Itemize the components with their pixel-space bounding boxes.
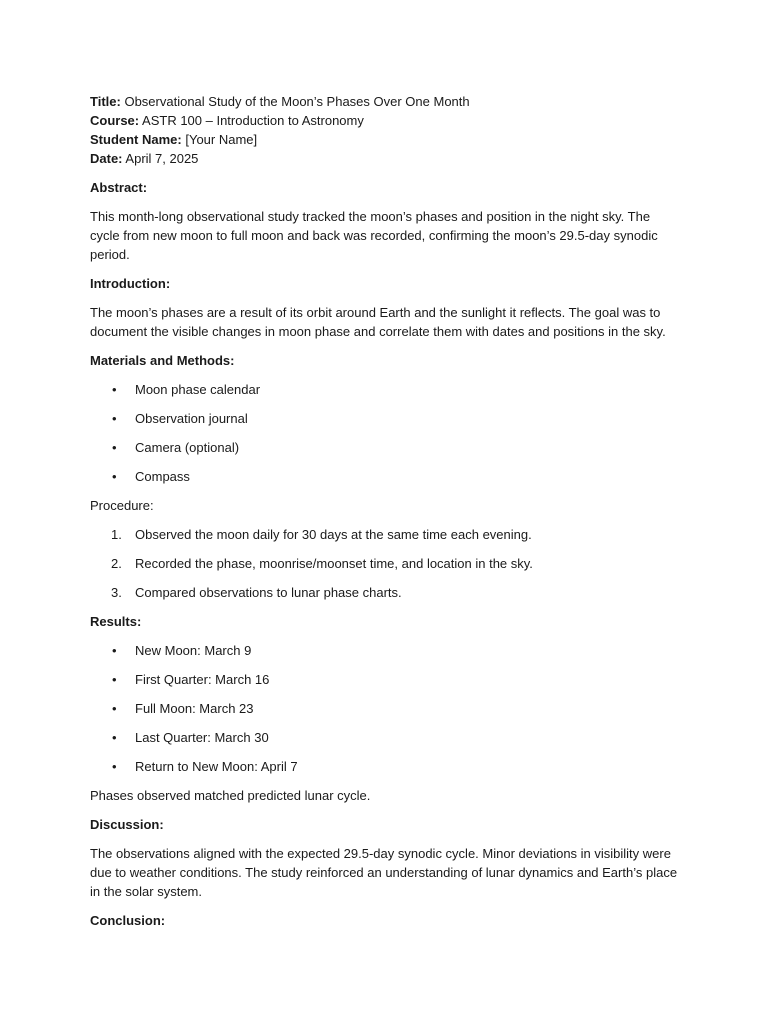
abstract-text: This month-long observational study tracked the moon’s phases and position in the night sky. The cycle from new moon to full moon and back was recorded, confirming the moon’s 29.5-day synodic period. — [90, 209, 658, 262]
bullet-icon: • — [112, 411, 117, 426]
bullet-icon: • — [112, 469, 117, 484]
bullet-icon: • — [112, 440, 117, 455]
bullet-icon: • — [112, 701, 117, 716]
results-summary: Phases observed matched predicted lunar cycle. — [90, 788, 371, 803]
list-item-text: First Quarter: March 16 — [135, 672, 270, 687]
list-item — [90, 438, 678, 457]
list-item-text: Last Quarter: March 30 — [135, 730, 269, 745]
student-value: [Your Name] — [185, 132, 258, 147]
introduction-text: The moon’s phases are a result of its orbit around Earth and the sunlight it reflects. The goal was to document the visible changes in moon phase and correlate them with dates and positions in the sky. — [90, 305, 666, 339]
bullet-icon: • — [112, 643, 117, 658]
title-line — [90, 92, 678, 111]
bullet-icon: • — [112, 759, 117, 774]
materials-heading: Materials and Methods: — [90, 353, 235, 368]
list-item — [90, 641, 678, 660]
list-item-text: Recorded the phase, moonrise/moonset time, and location in the sky. — [135, 556, 533, 571]
list-item-text: Return to New Moon: April 7 — [135, 759, 298, 774]
list-item — [90, 583, 678, 602]
list-item-text: Compared observations to lunar phase charts. — [135, 585, 402, 600]
student-line — [90, 130, 678, 149]
list-item-text: Moon phase calendar — [135, 382, 261, 397]
abstract-heading: Abstract: — [90, 180, 148, 195]
list-item-text: Full Moon: March 23 — [135, 701, 254, 716]
list-item — [90, 757, 678, 776]
list-item-text: Compass — [135, 469, 190, 484]
student-label: Student Name: — [90, 132, 182, 147]
results-heading: Results: — [90, 614, 142, 629]
bullet-icon: • — [112, 730, 117, 745]
list-item-text: Observed the moon daily for 30 days at the same time each evening. — [135, 527, 532, 542]
procedure-list — [90, 525, 678, 602]
introduction-heading: Introduction: — [90, 276, 171, 291]
course-value: ASTR 100 – Introduction to Astronomy — [142, 113, 364, 128]
course-label: Course: — [90, 113, 140, 128]
list-item — [90, 525, 678, 544]
date-label: Date: — [90, 151, 123, 166]
list-item — [90, 699, 678, 718]
conclusion-heading: Conclusion: — [90, 913, 166, 928]
procedure-heading: Procedure: — [90, 498, 154, 513]
list-item — [90, 409, 678, 428]
list-item — [90, 554, 678, 573]
list-number: 3. — [111, 585, 122, 600]
date-value: April 7, 2025 — [125, 151, 199, 166]
results-list — [90, 641, 678, 776]
list-item-text: New Moon: March 9 — [135, 643, 252, 658]
discussion-heading: Discussion: — [90, 817, 164, 832]
list-item-text: Observation journal — [135, 411, 248, 426]
bullet-icon: • — [112, 672, 117, 687]
bullet-icon: • — [112, 382, 117, 397]
discussion-text: The observations aligned with the expected 29.5-day synodic cycle. Minor deviations in visibility were due to weather conditions. The study reinforced an understanding of lunar dynamics and Earth’s place in the solar system. — [90, 846, 678, 899]
list-number: 1. — [111, 527, 122, 542]
course-line — [90, 111, 678, 130]
date-line — [90, 149, 678, 168]
list-item — [90, 467, 678, 486]
materials-list — [90, 380, 678, 486]
list-item — [90, 380, 678, 399]
list-number: 2. — [111, 556, 122, 571]
list-item — [90, 728, 678, 747]
list-item-text: Camera (optional) — [135, 440, 240, 455]
title-value: Observational Study of the Moon’s Phases Over One Month — [124, 94, 470, 109]
list-item — [90, 670, 678, 689]
title-label: Title: — [90, 94, 121, 109]
